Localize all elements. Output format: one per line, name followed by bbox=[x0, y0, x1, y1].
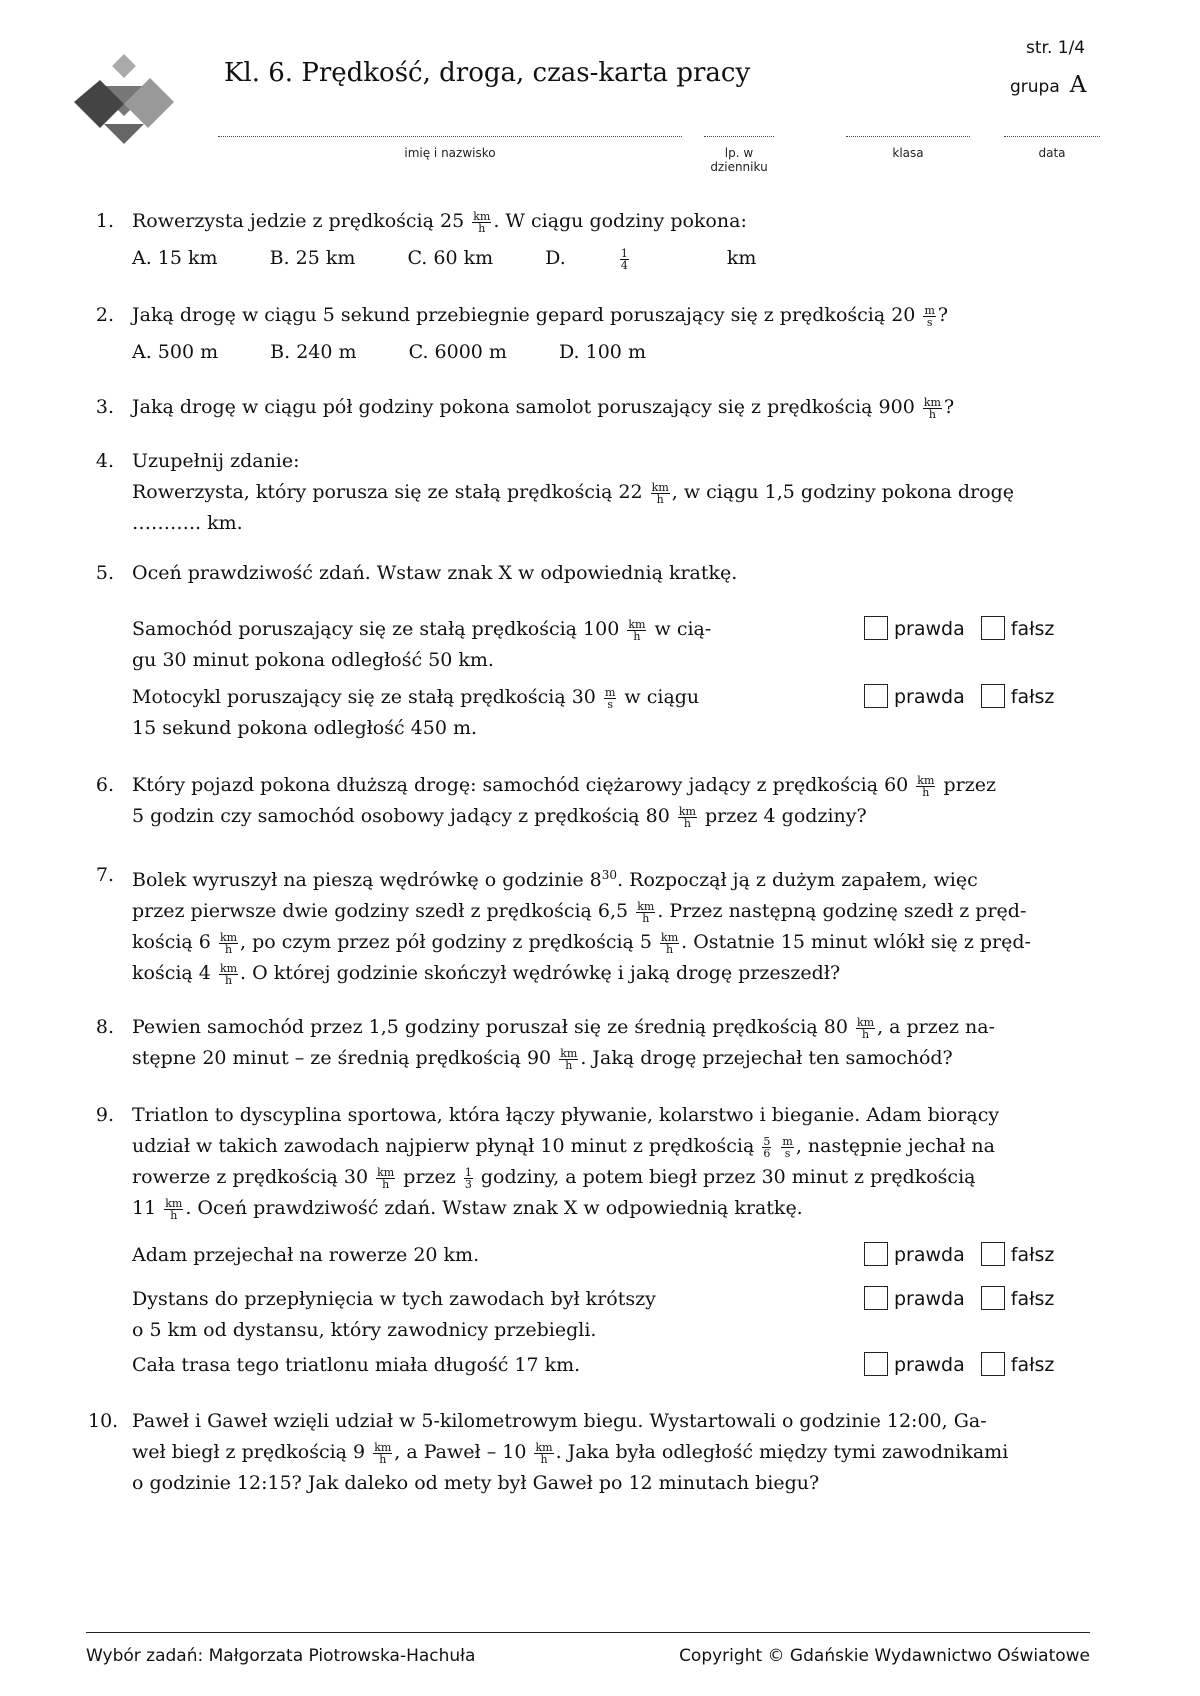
fill-in-blank[interactable]: ……….. km. bbox=[132, 512, 243, 534]
answer-option: C. 60 km bbox=[407, 247, 494, 269]
true-checkbox[interactable] bbox=[864, 684, 888, 708]
true-checkbox[interactable] bbox=[864, 1242, 888, 1266]
class-field[interactable]: klasa bbox=[846, 124, 970, 160]
publisher-logo bbox=[74, 54, 174, 144]
false-checkbox[interactable] bbox=[981, 1242, 1005, 1266]
register-number-field[interactable]: lp. w dzienniku bbox=[704, 124, 774, 174]
answer-option: C. 6000 m bbox=[408, 341, 507, 363]
false-checkbox[interactable] bbox=[981, 684, 1005, 708]
false-checkbox[interactable] bbox=[981, 1352, 1005, 1376]
page-number: str. 1/4 bbox=[1026, 38, 1086, 58]
answer-option: A. 500 m bbox=[132, 341, 219, 363]
true-checkbox[interactable] bbox=[864, 1286, 888, 1310]
true-checkbox[interactable] bbox=[864, 1352, 888, 1376]
false-checkbox[interactable] bbox=[981, 616, 1005, 640]
group-value: A bbox=[1069, 72, 1087, 98]
group-indicator: grupa A bbox=[1010, 72, 1087, 98]
footer-author: Wybór zadań: Małgorzata Piotrowska-Hachuła bbox=[86, 1646, 476, 1666]
answer-option: D. $\frac{1}{4}$ km bbox=[545, 246, 757, 272]
page-title: Kl. 6. Prędkość, droga, czas-karta pracy bbox=[224, 58, 751, 88]
footer-divider bbox=[86, 1632, 1090, 1633]
date-field[interactable]: data bbox=[1004, 124, 1100, 160]
name-field[interactable]: imię i nazwisko bbox=[218, 124, 682, 160]
answer-option: A. 15 km bbox=[132, 247, 218, 269]
footer-copyright: Copyright © Gdańskie Wydawnictwo Oświatowe bbox=[679, 1646, 1090, 1666]
true-checkbox[interactable] bbox=[864, 616, 888, 640]
answer-option: D. 100 m bbox=[559, 341, 646, 363]
false-checkbox[interactable] bbox=[981, 1286, 1005, 1310]
answer-option: B. 240 m bbox=[270, 341, 357, 363]
answer-option: B. 25 km bbox=[269, 247, 356, 269]
